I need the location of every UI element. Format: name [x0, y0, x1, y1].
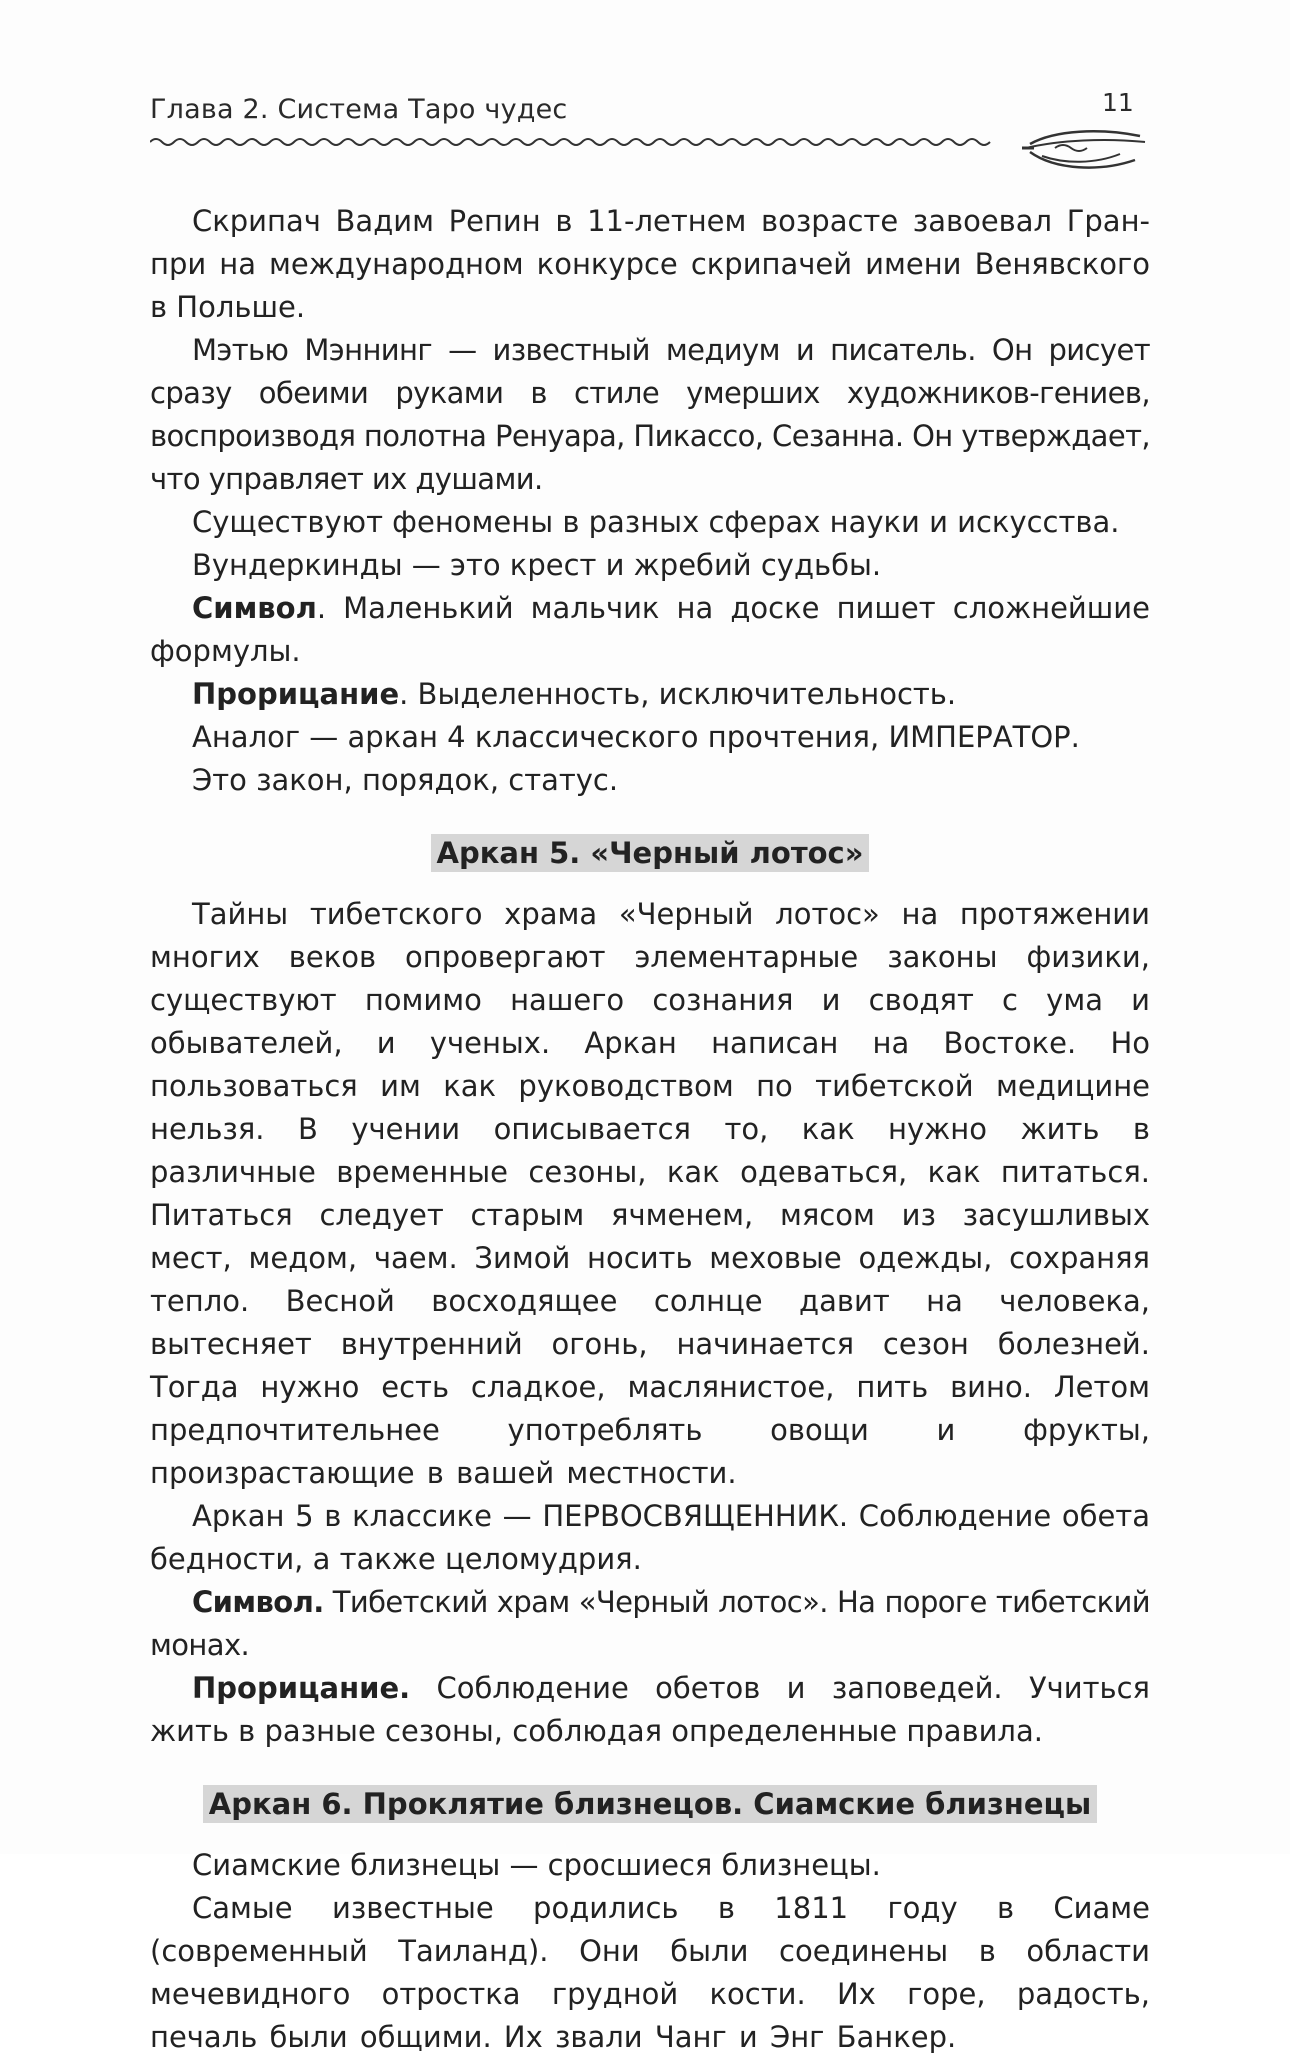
section-heading-arcana-5: [150, 832, 1150, 875]
paragraph: Тайны тибетского храма «Черный лотос» на протяжении многих веков опровергают элементарные законы физики, существуют помимо нашего сознания и сводят с ума и обывателей, и ученых. Аркан написан на Востоке. Но пользоваться им как руководством по тибетской медицине нельзя. В учении описывается то, как нужно жить в различные временные сезоны, как одеваться, как питаться. Питаться следует старым ячменем, мясом из засушливых мест, медом, чаем. Зимой носить меховые одежды, сохраняя тепло. Весной восходящее солнце давит на человека, вытесняет внутренний огонь, начинается сезон болезней. Тогда нужно есть сладкое, маслянистое, пить вино. Летом предпочтительнее употреблять овощи и фрукты, произрастающие в вашей местности.: [150, 897, 1150, 1490]
symbol-text: Тибетский храм «Черный лотос». На пороге тибетский монах.: [150, 1585, 1150, 1662]
divination-label: Прорицание: [192, 677, 400, 711]
paragraph: Существуют феномены в разных сферах науки и искусства.: [192, 505, 1120, 539]
page-number: 11: [1102, 88, 1134, 117]
paragraph: Самые известные родились в 1811 году в Сиаме (современный Таиланд). Они были соединены в области мечевидного отростка грудной кости. Их горе, радость, печаль были общими. Их звали Чанг и Энг Банкер.: [150, 1891, 1150, 2054]
paragraph: Это закон, порядок, статус.: [192, 763, 619, 797]
heading-text: Аркан 6. Проклятие близнецов. Сиамские близнецы: [203, 1785, 1097, 1823]
chapter-title: Глава 2. Система Таро чудес: [150, 94, 568, 125]
symbol-paragraph: [150, 587, 1150, 673]
symbol-text: . Маленький мальчик на доске пишет сложнейшие формулы.: [150, 591, 1150, 668]
symbol-label: Символ.: [192, 1585, 324, 1619]
section-heading-arcana-6: [150, 1783, 1150, 1826]
symbol-paragraph: [150, 1581, 1150, 1667]
wave-ornament-icon: [150, 130, 1150, 190]
page-body: [150, 200, 1150, 2059]
paragraph: Скрипач Вадим Репин в 11-летнем возрасте завоевал Гран-при на международном конкурсе скрипачей имени Венявского в Польше.: [150, 204, 1150, 324]
paragraph: Мэтью Мэннинг — известный медиум и писатель. Он рисует сразу обеими руками в стиле умерших художников-гениев, воспроизводя полотна Ренуара, Пикассо, Сезанна. Он утверждает, что управляет их душами.: [150, 333, 1150, 496]
divination-text: Соблюдение обетов и заповедей. Учиться жить в разные сезоны, соблюдая определенные правила.: [150, 1671, 1150, 1748]
divination-label: Прорицание.: [192, 1671, 411, 1705]
divination-paragraph: [150, 1667, 1150, 1753]
paragraph: Аналог — аркан 4 классического прочтения, ИМПЕРАТОР.: [192, 720, 1080, 754]
paragraph: Сиамские близнецы — сросшиеся близнецы.: [192, 1848, 881, 1882]
paragraph: Аркан 5 в классике — ПЕРВОСВЯЩЕННИК. Соблюдение обета бедности, а также целомудрия.: [150, 1499, 1150, 1576]
running-header: [150, 88, 1150, 154]
heading-text: Аркан 5. «Черный лотос»: [431, 834, 870, 872]
divination-paragraph: [150, 673, 1150, 716]
symbol-label: Символ: [192, 591, 317, 625]
divination-text: . Выделенность, исключительность.: [399, 677, 957, 711]
paragraph: Вундеркинды — это крест и жребий судьбы.: [192, 548, 882, 582]
